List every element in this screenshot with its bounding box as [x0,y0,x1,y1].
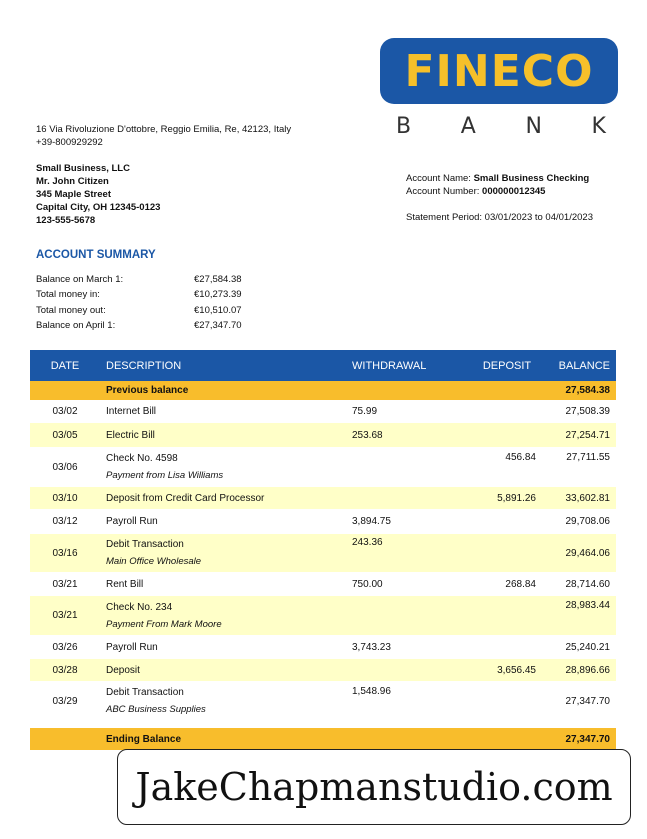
account-summary [36,274,242,335]
previous-balance-row [30,381,616,400]
table-row [30,487,616,509]
row-date: 03/05 [52,429,78,441]
row-date: 03/26 [52,641,78,653]
row-deposit: 3,656.45 [497,664,536,676]
row-withdrawal: 253.68 [352,429,383,441]
summary-label: Balance on March 1: [36,274,124,285]
row-deposit: 456.84 [505,452,536,463]
table-row [30,447,616,487]
row-date: 03/02 [52,406,78,417]
table-row [30,509,616,534]
table-header [30,350,616,381]
row-date: 03/29 [52,695,78,707]
summary-row [36,274,242,289]
account-name-label: Account Name: [406,173,474,184]
row-date: 03/21 [52,578,78,590]
client-city: Capital City, OH 12345-0123 [36,202,161,213]
summary-row [36,320,242,335]
logo-letter: N [525,114,542,139]
logo-letter: A [460,114,476,139]
row-withdrawal: 75.99 [352,406,378,417]
row-balance: 28,714.60 [565,578,610,590]
table-row [30,659,616,681]
row-balance: 27,711.55 [566,452,610,463]
bank-phone: +39-800929292 [36,137,103,148]
row-deposit: 268.84 [505,578,536,590]
header-deposit: DEPOSIT [482,359,532,372]
logo-text: FINECO [404,45,594,97]
summary-label: Total money in: [36,289,100,301]
row-date: 03/16 [52,547,78,559]
row-withdrawal: 1,548.96 [352,686,391,697]
row-date: 03/10 [52,492,78,504]
table-row [30,635,616,659]
logo-letter: B [396,114,412,139]
summary-row [36,305,242,320]
row-withdrawal: 750.00 [352,578,383,590]
row-withdrawal: 3,743.23 [352,641,391,653]
transactions-table [30,350,616,750]
ending-balance-value: 27,347.70 [565,733,610,745]
account-number-label: Account Number: [406,186,483,197]
row-deposit [454,534,536,572]
row-description: Debit Transaction [106,687,184,698]
row-withdrawal [346,596,454,635]
row-date: 03/06 [52,461,78,473]
header-balance: BALANCE [558,359,610,372]
summary-value: €10,510.07 [194,304,242,316]
row-sub-description: Payment From Mark Moore [106,618,222,630]
row-balance: 27,508.39 [565,406,610,417]
row-balance: 29,708.06 [565,516,610,527]
header-date: DATE [50,359,80,372]
summary-row [36,289,242,304]
summary-value: €10,273.39 [194,289,242,301]
row-deposit [454,596,536,635]
bank-address [36,123,291,149]
client-street: 345 Maple Street [36,189,111,200]
header-description: DESCRIPTION [106,359,182,372]
row-deposit [454,509,536,534]
row-date: 03/28 [52,664,78,676]
row-sub-description: ABC Business Supplies [106,704,206,715]
row-description: Payroll Run [106,641,158,653]
row-balance: 28,896.66 [565,664,610,676]
table-row [30,423,616,447]
row-balance: 29,464.06 [565,547,610,559]
row-description: Check No. 234 [106,601,173,613]
row-deposit [454,681,536,721]
row-deposit: 5,891.26 [497,492,536,504]
bank-logo [380,38,618,104]
row-date: 03/12 [52,516,78,527]
row-balance: 33,602.81 [565,492,610,504]
row-deposit [454,635,536,659]
table-row [30,534,616,572]
bank-address-line: 16 Via Rivoluzione D'ottobre, Reggio Emilia, Re, 42123, Italy [36,124,292,135]
summary-title: ACCOUNT SUMMARY [36,249,156,261]
row-withdrawal [346,659,454,681]
row-description: Deposit [106,664,140,676]
row-balance: 25,240.21 [565,641,610,653]
ending-balance-label: Ending Balance [106,733,182,745]
row-deposit [454,400,536,423]
table-row [30,596,616,635]
row-withdrawal: 3,894.75 [352,516,391,527]
account-name: Small Business Checking [473,173,590,184]
row-balance: 27,254.71 [565,429,610,441]
row-sub-description: Main Office Wholesale [106,556,202,567]
client-phone: 123-555-5678 [36,215,96,226]
account-name-line [406,172,589,185]
logo-subtitle [396,114,606,139]
client-address [36,162,160,227]
account-number: 000000012345 [482,186,546,197]
row-balance: 28,983.44 [565,600,610,611]
row-description: Check No. 4598 [106,453,178,464]
ending-balance-row [30,728,616,750]
row-date: 03/21 [52,610,78,621]
watermark: JakeChapmanstudio.com [117,749,631,825]
table-row [30,572,616,596]
row-description: Internet Bill [106,406,157,417]
row-sub-description: Payment from Lisa Williams [106,470,224,481]
summary-label: Total money out: [36,304,106,316]
account-number-line [406,185,589,198]
row-balance: 27,347.70 [565,695,610,707]
summary-value: €27,584.38 [194,274,242,285]
table-row [30,400,616,423]
client-name: Mr. John Citizen [36,176,109,187]
row-withdrawal [346,487,454,509]
row-description: Electric Bill [106,429,155,441]
summary-value: €27,347.70 [194,319,242,331]
statement-period: Statement Period: 03/01/2023 to 04/01/2023 [406,212,593,223]
previous-balance-label: Previous balance [106,385,189,396]
row-description: Payroll Run [106,516,158,527]
table-row [30,681,616,721]
client-company: Small Business, LLC [36,163,130,174]
account-info [406,172,589,198]
row-withdrawal [346,447,454,487]
header-withdrawal: WITHDRAWAL [352,359,427,372]
row-deposit [454,423,536,447]
row-description: Debit Transaction [106,539,184,550]
previous-balance-value: 27,584.38 [565,385,610,396]
summary-label: Balance on April 1: [36,319,116,331]
row-withdrawal: 243.36 [352,537,383,548]
logo-letter: K [591,114,606,139]
row-description: Deposit from Credit Card Processor [106,492,265,504]
row-description: Rent Bill [106,578,144,590]
